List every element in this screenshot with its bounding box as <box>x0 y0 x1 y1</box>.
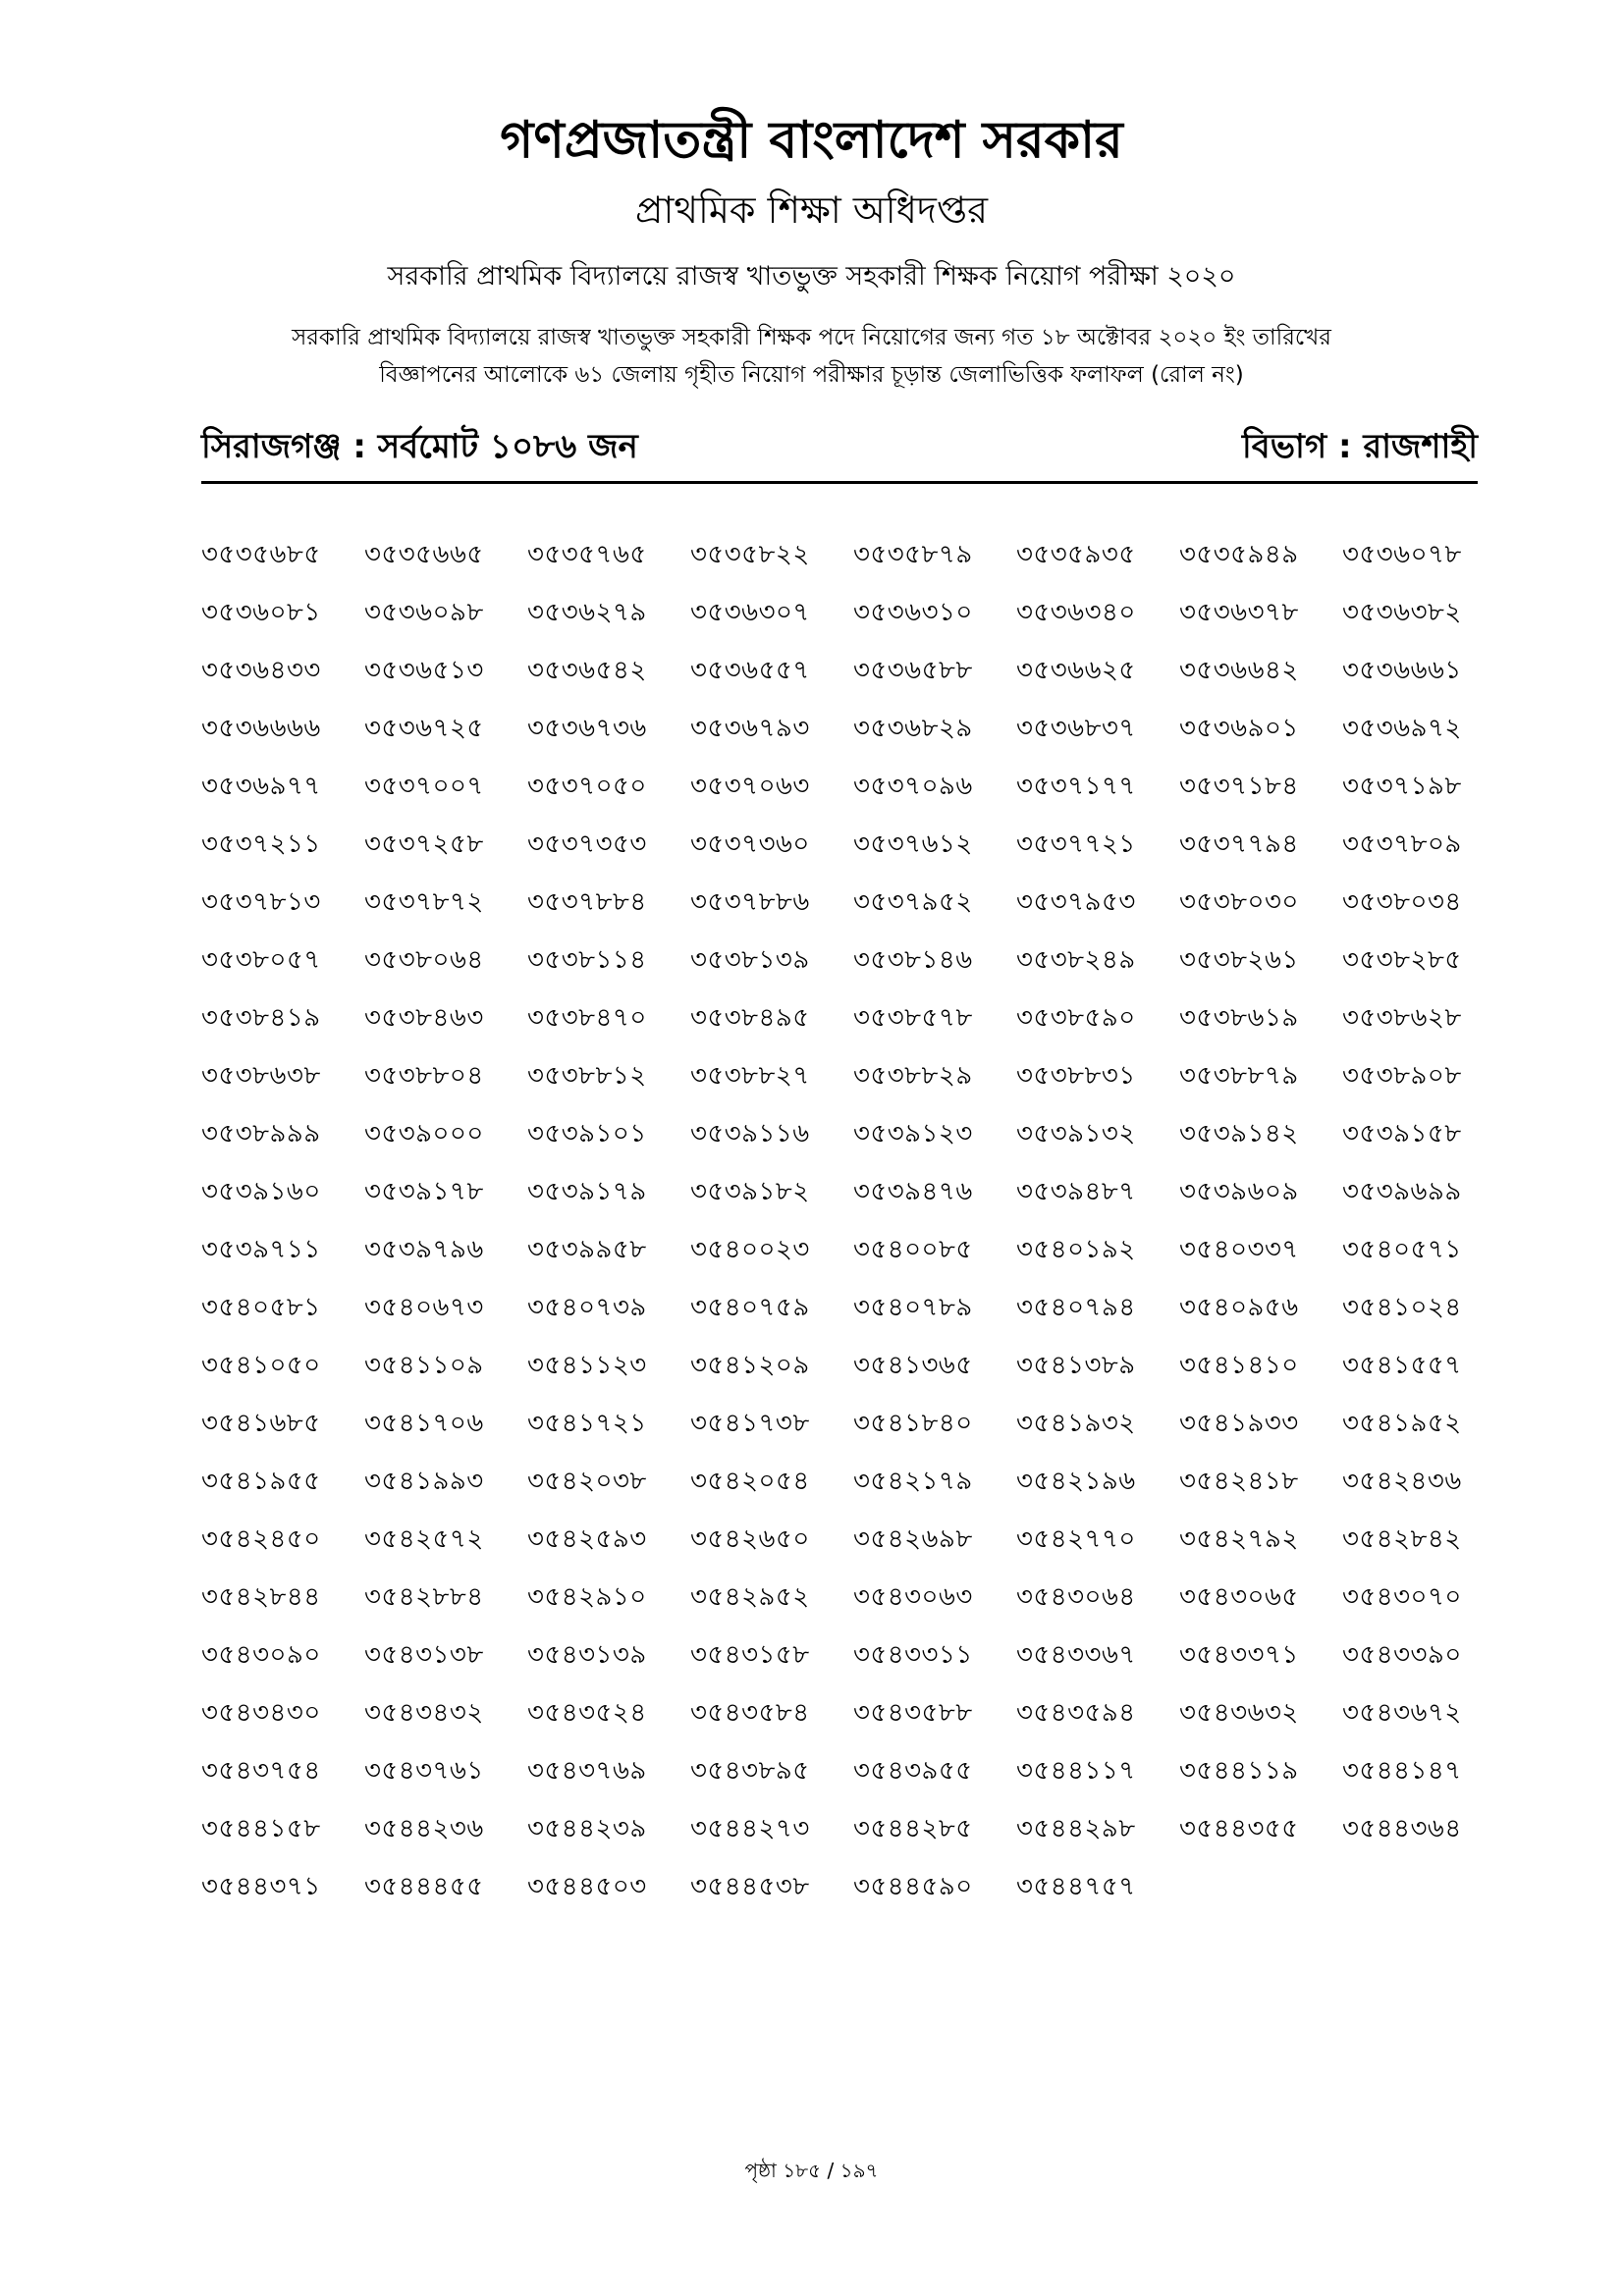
roll-number: ৩৫৩৭৬১২ <box>853 829 973 859</box>
roll-number: ৩৫৩৬৩১০ <box>853 598 973 627</box>
roll-number: ৩৫৩৮৬২৮ <box>1342 1003 1462 1033</box>
roll-number: ৩৫৩৯১২৩ <box>853 1119 973 1148</box>
roll-number: ৩৫৪২৪৫০ <box>201 1524 321 1554</box>
roll-number: ৩৫৪৪৩৭১ <box>201 1872 321 1901</box>
roll-number: ৩৫৪১০৫০ <box>201 1351 321 1380</box>
roll-number: ৩৫৪৩০৬৫ <box>1179 1582 1299 1612</box>
roll-number: ৩৫৪০০২৩ <box>690 1235 810 1264</box>
roll-number: ৩৫৪৪১১৭ <box>1016 1756 1136 1786</box>
roll-number: ৩৫৩৭৮৮৬ <box>690 887 810 917</box>
roll-number: ৩৫৪৩৫২৪ <box>527 1698 647 1728</box>
roll-number: ৩৫৩৯৯৫৮ <box>527 1235 647 1264</box>
roll-number: ৩৫৩৬৬৪২ <box>1179 656 1299 685</box>
roll-number: ৩৫৩৮১৪৬ <box>853 945 973 975</box>
roll-number: ৩৫৩৬৫৮৮ <box>853 656 973 685</box>
roll-number: ৩৫৪২৭৯২ <box>1179 1524 1299 1554</box>
roll-number: ৩৫৪৪৫০৩ <box>527 1872 647 1901</box>
roll-number: ৩৫৪০৭৯৪ <box>1016 1293 1136 1322</box>
roll-number: ৩৫৩৬৩০৭ <box>690 598 810 627</box>
roll-number: ৩৫৩৯১৪২ <box>1179 1119 1299 1148</box>
roll-number: ৩৫৪১৯৩৩ <box>1179 1409 1299 1438</box>
roll-number: ৩৫৩৬৭২৫ <box>364 714 484 743</box>
roll-number: ৩৫৩৯৬০৯ <box>1179 1177 1299 1206</box>
roll-number: ৩৫৩৮৫৯০ <box>1016 1003 1136 1033</box>
roll-number: ৩৫৩৮৮৭৯ <box>1179 1061 1299 1091</box>
roll-number: ৩৫৩৯১৭৯ <box>527 1177 647 1206</box>
roll-number: ৩৫৩৬২৭৯ <box>527 598 647 627</box>
roll-number: ৩৫৩৭৩৬০ <box>690 829 810 859</box>
district-total: সিরাজগঞ্জ : সর্বমোট ১০৮৬ জন <box>201 427 638 466</box>
roll-number: ৩৫৪০০৮৫ <box>853 1235 973 1264</box>
roll-number: ৩৫৪৪৩৫৫ <box>1179 1814 1299 1843</box>
roll-number: ৩৫৪১৯৯৩ <box>364 1467 484 1496</box>
roll-number: ৩৫৩৯৪৭৬ <box>853 1177 973 1206</box>
roll-number: ৩৫৩৮১৩৯ <box>690 945 810 975</box>
roll-number: ৩৫৪১৭৩৮ <box>690 1409 810 1438</box>
roll-number: ৩৫৪১৭০৬ <box>364 1409 484 1438</box>
roll-number: ৩৫৪২৯১০ <box>527 1582 647 1612</box>
district-header <box>201 422 1478 484</box>
roll-number: ৩৫৪১৩৬৫ <box>853 1351 973 1380</box>
roll-number: ৩৫৩৭৮৮৪ <box>527 887 647 917</box>
roll-number: ৩৫৩৬৫৫৭ <box>690 656 810 685</box>
division-name: বিভাগ : রাজশাহী <box>1242 427 1478 466</box>
roll-number: ৩৫৩৫৬৬৫ <box>364 540 484 569</box>
roll-number: ৩৫৪৩৬৭২ <box>1342 1698 1462 1728</box>
roll-number: ৩৫৩৭১৮৪ <box>1179 772 1299 801</box>
roll-number: ৩৫৪৪৩৬৪ <box>1342 1814 1462 1843</box>
page-number: পৃষ্ঠা ১৮৫ / ১৯৭ <box>744 2159 879 2182</box>
roll-number: ৩৫৩৮৪১৯ <box>201 1003 321 1033</box>
roll-number: ৩৫৪০৯৫৬ <box>1179 1293 1299 1322</box>
roll-number: ৩৫৩৬৭৩৬ <box>527 714 647 743</box>
roll-number: ৩৫৪০৩৩৭ <box>1179 1235 1299 1264</box>
roll-number: ৩৫৩৮৮১২ <box>527 1061 647 1091</box>
roll-number: ৩৫৪৪২৩৯ <box>527 1814 647 1843</box>
roll-number: ৩৫৩৭০০৭ <box>364 772 484 801</box>
description-line-1: সরকারি প্রাথমিক বিদ্যালয়ে রাজস্ব খাতভুক্ত সহকারী শিক্ষক পদে নিয়োগের জন্য গত ১৮ অক্টোবর ২০২০ ইং তারিখের <box>292 325 1331 350</box>
roll-number: ৩৫৪৩৬৩২ <box>1179 1698 1299 1728</box>
roll-number: ৩৫৩৭৭৯৪ <box>1179 829 1299 859</box>
roll-number: ৩৫৪০১৯২ <box>1016 1235 1136 1264</box>
roll-number: ৩৫৪৩১৩৯ <box>527 1640 647 1670</box>
roll-number: ৩৫৩৬০৭৮ <box>1342 540 1462 569</box>
roll-number: ৩৫৪২৭৭০ <box>1016 1524 1136 1554</box>
roll-number: ৩৫৩৬৭৯৩ <box>690 714 810 743</box>
roll-number: ৩৫৪৩১৫৮ <box>690 1640 810 1670</box>
roll-number: ৩৫৪৪৪৫৫ <box>364 1872 484 1901</box>
roll-number: ৩৫৩৬৩৭৮ <box>1179 598 1299 627</box>
roll-number: ৩৫৩৮৮২৯ <box>853 1061 973 1091</box>
roll-number: ৩৫৪১১২৩ <box>527 1351 647 1380</box>
roll-number: ৩৫৩৬৯৭২ <box>1342 714 1462 743</box>
roll-number: ৩৫৩৬৬৬১ <box>1342 656 1462 685</box>
roll-number: ৩৫৪২৫৭২ <box>364 1524 484 1554</box>
roll-number: ৩৫৪৪২৭৩ <box>690 1814 810 1843</box>
roll-number: ৩৫৩৯১৮২ <box>690 1177 810 1206</box>
roll-number: ৩৫৪২১৭৯ <box>853 1467 973 1496</box>
roll-number: ৩৫৪৩৯৫৫ <box>853 1756 973 1786</box>
roll-number: ৩৫৩৭৩৫৩ <box>527 829 647 859</box>
roll-number: ৩৫৩৬৮৩৭ <box>1016 714 1136 743</box>
roll-number: ৩৫৪০৭৮৯ <box>853 1293 973 1322</box>
roll-number: ৩৫৩৮৫৭৮ <box>853 1003 973 1033</box>
roll-number: ৩৫৩৯১৩২ <box>1016 1119 1136 1148</box>
roll-number: ৩৫৩৮৮০৪ <box>364 1061 484 1091</box>
roll-number: ৩৫৪৩১৩৮ <box>364 1640 484 1670</box>
roll-number: ৩৫৩৯১৭৮ <box>364 1177 484 1206</box>
roll-number: ৩৫৩৭৮০৯ <box>1342 829 1462 859</box>
roll-number: ৩৫৪৪৫৩৮ <box>690 1872 810 1901</box>
roll-number: ৩৫৩৮৬৩৮ <box>201 1061 321 1091</box>
roll-number: ৩৫৪১৫৫৭ <box>1342 1351 1462 1380</box>
roll-number: ৩৫৩৮৪৯৫ <box>690 1003 810 1033</box>
roll-number: ৩৫৩৬৪৩৩ <box>201 656 321 685</box>
roll-number: ৩৫৪২৮৮৪ <box>364 1582 484 1612</box>
roll-number: ৩৫৩৭৮১৩ <box>201 887 321 917</box>
roll-number: ৩৫৩৭১৯৮ <box>1342 772 1462 801</box>
roll-number: ৩৫৪৩৭৬১ <box>364 1756 484 1786</box>
roll-number: ৩৫৩৮২৬১ <box>1179 945 1299 975</box>
roll-number: ৩৫৪৩৩১১ <box>853 1640 973 1670</box>
roll-number: ৩৫৪১৯৫৫ <box>201 1467 321 1496</box>
roll-number: ৩৫৪৪২৯৮ <box>1016 1814 1136 1843</box>
roll-number: ৩৫৩৭২৫৮ <box>364 829 484 859</box>
roll-number: ৩৫৩৮৯৯৯ <box>201 1119 321 1148</box>
roll-number: ৩৫৩৯৬৯৯ <box>1342 1177 1462 1206</box>
roll-number: ৩৫৩৭০৯৬ <box>853 772 973 801</box>
roll-number: ৩৫৪১১০৯ <box>364 1351 484 1380</box>
roll-number: ৩৫৪১০২৪ <box>1342 1293 1462 1322</box>
roll-number: ৩৫৪৩০৯০ <box>201 1640 321 1670</box>
roll-number: ৩৫৩৭২১১ <box>201 829 321 859</box>
roll-number: ৩৫৪২০৫৪ <box>690 1467 810 1496</box>
roll-number: ৩৫৩৯৭১১ <box>201 1235 321 1264</box>
roll-number: ৩৫৪৩৩৭১ <box>1179 1640 1299 1670</box>
roll-number: ৩৫৩৮০৩৪ <box>1342 887 1462 917</box>
roll-number: ৩৫৪২৮৪২ <box>1342 1524 1462 1554</box>
roll-number: ৩৫৩৬০৮১ <box>201 598 321 627</box>
roll-number: ৩৫৪২০৩৮ <box>527 1467 647 1496</box>
roll-number: ৩৫৪৩০৭০ <box>1342 1582 1462 1612</box>
roll-number: ৩৫৩৯১৬০ <box>201 1177 321 1206</box>
roll-number: ৩৫৩৬৩৮২ <box>1342 598 1462 627</box>
roll-number: ৩৫৪৩৪৩০ <box>201 1698 321 1728</box>
roll-number: ৩৫৪০৭৫৯ <box>690 1293 810 1322</box>
roll-number: ৩৫৪৩৪৩২ <box>364 1698 484 1728</box>
roll-number: ৩৫৪৩৭৬৯ <box>527 1756 647 1786</box>
roll-number: ৩৫৪২৫৯৩ <box>527 1524 647 1554</box>
roll-number: ৩৫৩৮৪৭০ <box>527 1003 647 1033</box>
roll-number: ৩৫৩৮৮২৭ <box>690 1061 810 1091</box>
roll-number: ৩৫৪২৪৩৬ <box>1342 1467 1462 1496</box>
roll-number: ৩৫৩৮২৪৯ <box>1016 945 1136 975</box>
roll-number: ৩৫৪০৫৮১ <box>201 1293 321 1322</box>
roll-number: ৩৫৩৮১১৪ <box>527 945 647 975</box>
roll-number: ৩৫৩৫৮৭৯ <box>853 540 973 569</box>
roll-number: ৩৫৩৯৪৮৭ <box>1016 1177 1136 1206</box>
roll-number: ৩৫৪৪২৩৬ <box>364 1814 484 1843</box>
roll-number: ৩৫৪২১৯৬ <box>1016 1467 1136 1496</box>
roll-number: ৩৫৩৮৯০৮ <box>1342 1061 1462 1091</box>
roll-number: ৩৫৩৮০৫৭ <box>201 945 321 975</box>
roll-number: ৩৫৪১৩৮৯ <box>1016 1351 1136 1380</box>
roll-number: ৩৫৩৯১১৬ <box>690 1119 810 1148</box>
roll-number: ৩৫৩৭৭২১ <box>1016 829 1136 859</box>
roll-number: ৩৫৩৬৬৬৬ <box>201 714 321 743</box>
roll-number: ৩৫৪৪৫৯০ <box>853 1872 973 1901</box>
roll-number: ৩৫৩৮০৬৪ <box>364 945 484 975</box>
roll-number-grid <box>201 526 1497 1916</box>
roll-number: ৩৫৪৪১৫৮ <box>201 1814 321 1843</box>
roll-number: ৩৫৪১২০৯ <box>690 1351 810 1380</box>
roll-number: ৩৫৪২৬৯৮ <box>853 1524 973 1554</box>
roll-number: ৩৫৩৭৮৭২ <box>364 887 484 917</box>
roll-number: ৩৫৩৬৩৪০ <box>1016 598 1136 627</box>
roll-number: ৩৫৪০৬৭৩ <box>364 1293 484 1322</box>
roll-number: ৩৫৪৩৫৮৮ <box>853 1698 973 1728</box>
roll-number: ৩৫৪২৪১৮ <box>1179 1467 1299 1496</box>
roll-number: ৩৫৪১৪১০ <box>1179 1351 1299 1380</box>
roll-number: ৩৫৪১৬৮৫ <box>201 1409 321 1438</box>
roll-number: ৩৫৪০৭৩৯ <box>527 1293 647 1322</box>
roll-number: ৩৫৪৪১৪৭ <box>1342 1756 1462 1786</box>
roll-number: ৩৫৩৬৫৪২ <box>527 656 647 685</box>
roll-number: ৩৫৩৮০৩০ <box>1179 887 1299 917</box>
roll-number: ৩৫৩৯০০০ <box>364 1119 484 1148</box>
roll-number: ৩৫৩৫৭৬৫ <box>527 540 647 569</box>
roll-number: ৩৫৪২৮৪৪ <box>201 1582 321 1612</box>
roll-number: ৩৫৩৬৯০১ <box>1179 714 1299 743</box>
roll-number: ৩৫৪৪২৮৫ <box>853 1814 973 1843</box>
roll-number: ৩৫৩৮৬১৯ <box>1179 1003 1299 1033</box>
roll-number: ৩৫৩৭১৭৭ <box>1016 772 1136 801</box>
roll-number: ৩৫৩৯১০১ <box>527 1119 647 1148</box>
description-line-2: বিজ্ঞাপনের আলোকে ৬১ জেলায় গৃহীত নিয়োগ পরীক্ষার চূড়ান্ত জেলাভিত্তিক ফলাফল (রোল নং) <box>379 362 1244 388</box>
roll-number: ৩৫৪১৯৫২ <box>1342 1409 1462 1438</box>
roll-number: ৩৫৪০৫৭১ <box>1342 1235 1462 1264</box>
roll-number: ৩৫৩৫৯৪৯ <box>1179 540 1299 569</box>
exam-title: সরকারি প্রাথমিক বিদ্যালয়ে রাজস্ব খাতভুক্ত সহকারী শিক্ষক নিয়োগ পরীক্ষা ২০২০ <box>387 261 1236 292</box>
roll-number: ৩৫৪৪১১৯ <box>1179 1756 1299 1786</box>
roll-number: ৩৫৩৫৮২২ <box>690 540 810 569</box>
roll-number: ৩৫৩৫৯৩৫ <box>1016 540 1136 569</box>
roll-number: ৩৫৩৭৯৫৩ <box>1016 887 1136 917</box>
roll-number: ৩৫৩৬৯৭৭ <box>201 772 321 801</box>
roll-number: ৩৫৪৪৭৫৭ <box>1016 1872 1136 1901</box>
roll-number: ৩৫৩৮২৮৫ <box>1342 945 1462 975</box>
roll-number: ৩৫৪৩৫৯৪ <box>1016 1698 1136 1728</box>
roll-number: ৩৫৩৭৯৫২ <box>853 887 973 917</box>
roll-number: ৩৫৪১৭২১ <box>527 1409 647 1438</box>
roll-number: ৩৫৪৩৫৮৪ <box>690 1698 810 1728</box>
roll-number: ৩৫৪১৯৩২ <box>1016 1409 1136 1438</box>
roll-number: ৩৫৩৬০৯৮ <box>364 598 484 627</box>
roll-number: ৩৫৪২৬৫০ <box>690 1524 810 1554</box>
roll-number: ৩৫৩৮৪৬৩ <box>364 1003 484 1033</box>
roll-number: ৩৫৩৯১৫৮ <box>1342 1119 1462 1148</box>
government-title: গণপ্রজাতন্ত্রী বাংলাদেশ সরকার <box>500 111 1123 170</box>
roll-number: ৩৫৩৯৭৯৬ <box>364 1235 484 1264</box>
department-title: প্রাথমিক শিক্ষা অধিদপ্তর <box>634 188 989 232</box>
roll-number: ৩৫৩৬৮২৯ <box>853 714 973 743</box>
roll-number: ৩৫৩৭০৫০ <box>527 772 647 801</box>
roll-number: ৩৫৩৫৬৮৫ <box>201 540 321 569</box>
roll-number: ৩৫৪৩৩৬৭ <box>1016 1640 1136 1670</box>
roll-number: ৩৫৩৮৮৩১ <box>1016 1061 1136 1091</box>
roll-number: ৩৫৩৭০৬৩ <box>690 772 810 801</box>
roll-number: ৩৫৩৬৬২৫ <box>1016 656 1136 685</box>
roll-number: ৩৫৪৩৮৯৫ <box>690 1756 810 1786</box>
roll-number: ৩৫৪৩০৬৩ <box>853 1582 973 1612</box>
roll-number: ৩৫৪২৯৫২ <box>690 1582 810 1612</box>
roll-number: ৩৫৪৩০৬৪ <box>1016 1582 1136 1612</box>
roll-number: ৩৫৩৬৫১৩ <box>364 656 484 685</box>
roll-number: ৩৫৪৩৩৯০ <box>1342 1640 1462 1670</box>
roll-number: ৩৫৪৩৭৫৪ <box>201 1756 321 1786</box>
roll-number: ৩৫৪১৮৪০ <box>853 1409 973 1438</box>
result-description <box>0 319 1623 394</box>
